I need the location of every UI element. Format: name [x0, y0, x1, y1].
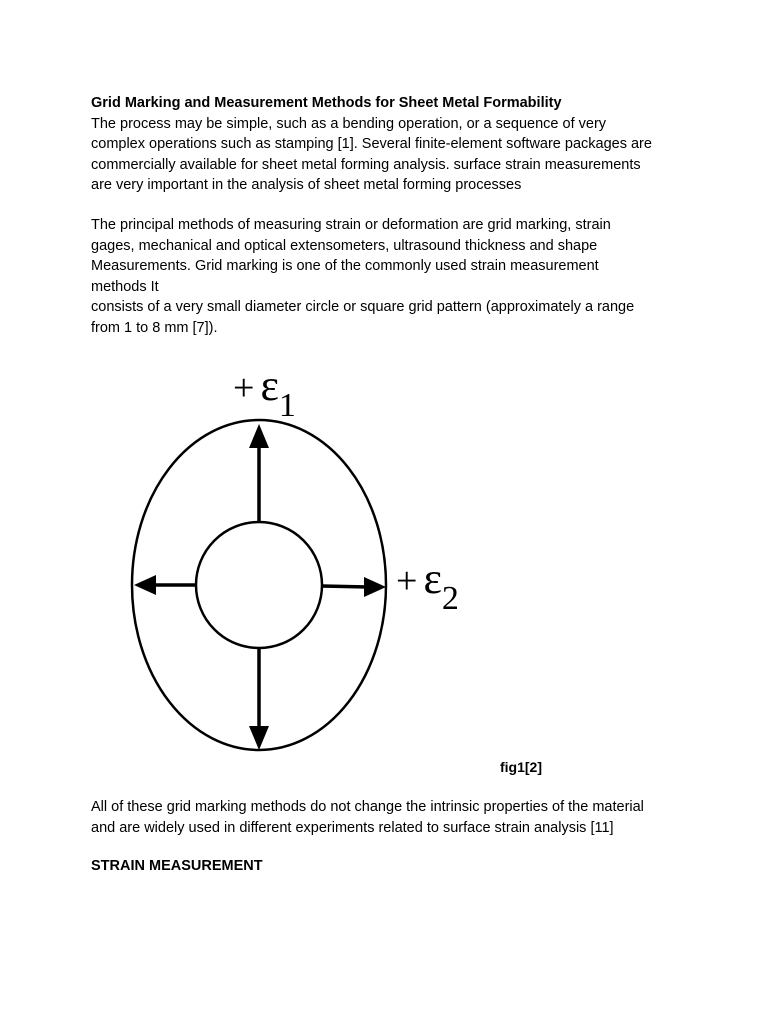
original-circle — [196, 522, 322, 648]
methods-line-4: methods It — [91, 278, 159, 295]
methods-paragraph — [91, 215, 691, 338]
intro-line-2: complex operations such as stamping [1]. Several finite-element software packages are — [91, 136, 652, 152]
methods-line-3: Measurements. Grid marking is one of the commonly used strain measurement — [91, 258, 599, 274]
closing-paragraph — [91, 797, 691, 838]
methods-line-5: consists of a very small diameter circle or square grid pattern (approximately a range — [91, 299, 635, 315]
arrow-left-head — [134, 575, 156, 595]
closing-line-1: All of these grid marking methods do not change the intrinsic properties of the material — [91, 799, 644, 815]
intro-line-4: are very important in the analysis of sheet metal forming processes — [91, 177, 522, 193]
epsilon2-label: + ε2 — [396, 554, 459, 617]
strain-measurement-heading: STRAIN MEASUREMENT — [91, 858, 263, 874]
intro-section — [91, 93, 691, 196]
arrow-right-head — [364, 577, 386, 597]
methods-line-2: gages, mechanical and optical extensometers, ultrasound thickness and shape — [91, 237, 598, 254]
methods-line-6: from 1 to 8 mm [7]). — [91, 319, 218, 336]
strain-ellipse-figure — [100, 360, 520, 760]
section-title: Grid Marking and Measurement Methods for Sheet Metal Formability — [91, 95, 562, 111]
arrow-up-head — [249, 424, 269, 448]
arrow-right — [322, 586, 368, 587]
closing-line-2: and are widely used in different experiments related to surface strain analysis [11] — [91, 819, 614, 836]
intro-line-3: commercially available for sheet metal forming analysis. surface strain measurements — [91, 156, 641, 173]
methods-line-1: The principal methods of measuring strain or deformation are grid marking, strain — [91, 217, 611, 233]
arrow-down-head — [249, 726, 269, 750]
figure-caption: fig1[2] — [500, 759, 542, 775]
intro-line-1: The process may be simple, such as a bending operation, or a sequence of very — [91, 115, 607, 132]
epsilon1-label: + ε1 — [233, 361, 296, 424]
